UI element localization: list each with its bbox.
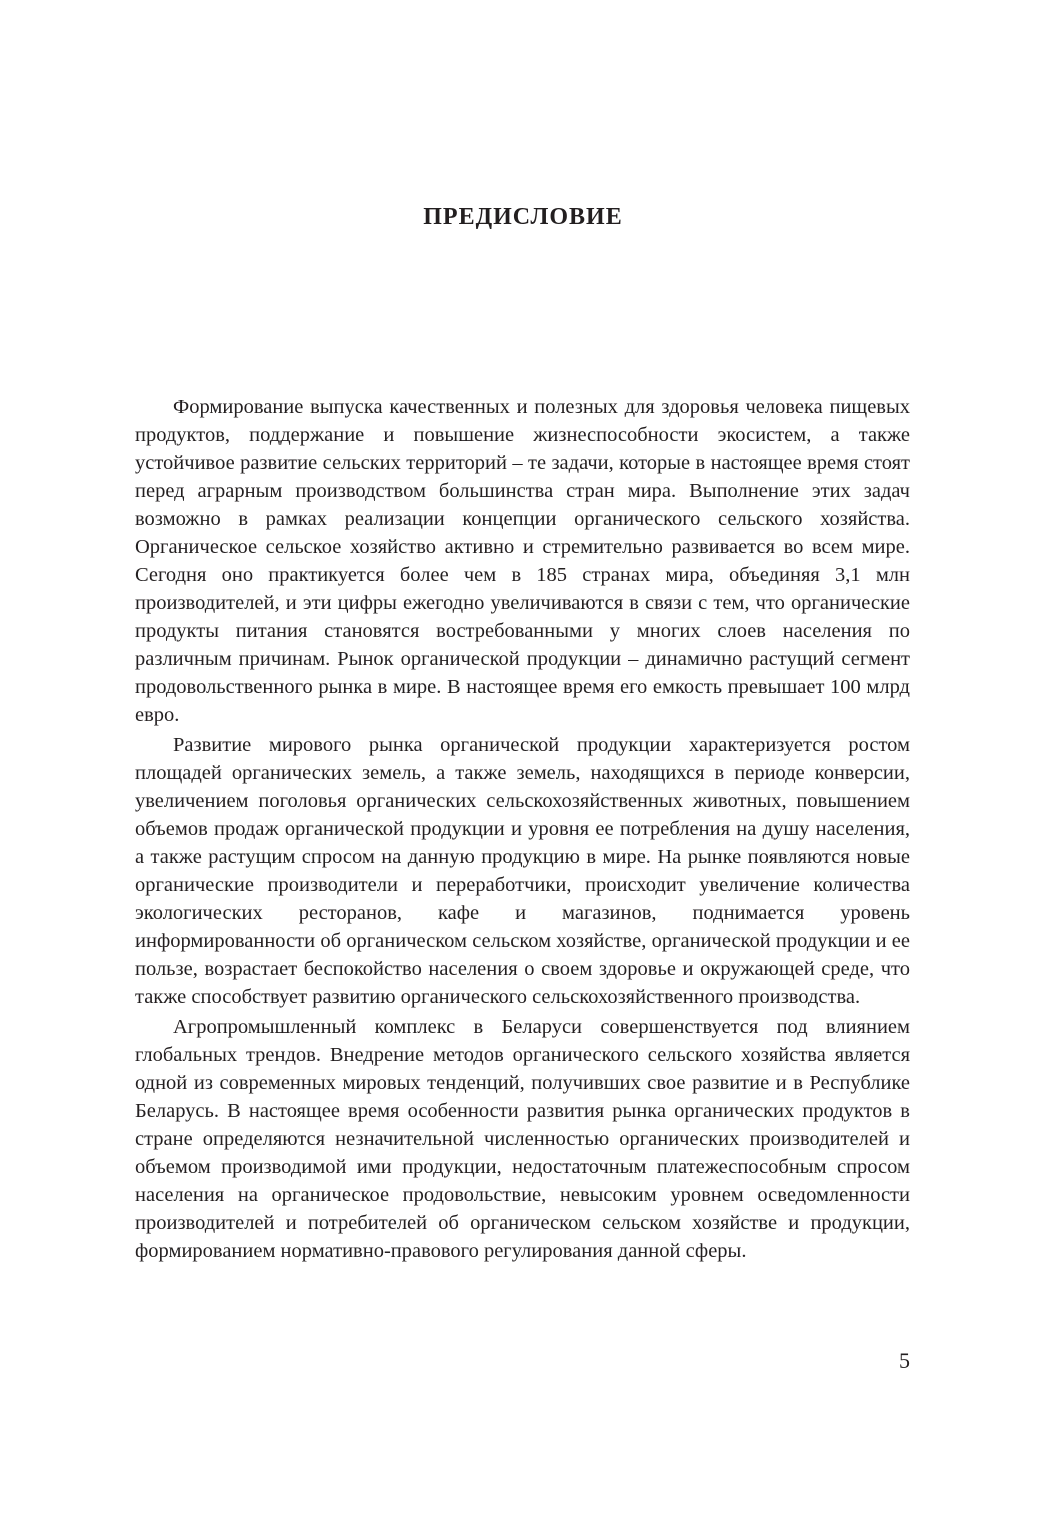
page-number: 5 [899,1348,910,1373]
paragraph-2: Развитие мирового рынка органической продукции характеризуется ростом площадей органических земель, а также земель, находящихся в периоде конверсии, увеличением поголовья органических сельскохозяйственных животных, повышением объемов продаж органической продукции и уровня ее потребления на душу населения, а также растущим спросом на данную продукцию в мире. На рынке появляются новые органические производители и переработчики, происходит увеличение количества экологических ресторанов, кафе и магазинов, поднимается уровень информированности об органическом сельском хозяйстве, органической продукции и ее пользе, возрастает беспокойство населения о своем здоровье и окружающей среде, что также способствует развитию органического сельскохозяйственного производства. [135,734,910,1008]
page-title: ПРЕДИСЛОВИЕ [423,204,623,230]
paragraph-1: Формирование выпуска качественных и полезных для здоровья человека пищевых продуктов, поддержание и повышение жизнеспособности экосистем, а также устойчивое развитие сельских территорий – те задачи, которые в настоящее время стоят перед аграрным производством большинства стран мира. Выполнение этих задач возможно в рамках реализации концепции органического сельского хозяйства. Органическое сельское хозяйство активно и стремительно развивается во всем мире. Сегодня оно практикуется более чем в 185 странах мира, объединяя 3,1 млн производителей, и эти цифры ежегодно увеличиваются в связи с тем, что органические продукты питания становятся востребованными у многих слоев населения по различным причинам. Рынок органической продукции – динамично растущий сегмент продовольственного рынка в мире. В настоящее время его емкость превышает 100 млрд евро. [135,396,910,726]
body-text [135,393,910,1267]
paragraph-3: Агропромышленный комплекс в Беларуси совершенствуется под влиянием глобальных трендов. Внедрение методов органического сельского хозяйства является одной из современных мировых тенденций, получивших свое развитие и в Республике Беларусь. В настоящее время особенности развития рынка органических продуктов в стране определяются незначительной численностью органических производителей и объемом производимой ими продукции, недостаточным платежеспособным спросом населения на органическое продовольствие, невысоким уровнем осведомленности производителей и потребителей об органическом сельском хозяйстве и продукции, формированием нормативно-правового регулирования данной сферы. [135,1016,910,1262]
